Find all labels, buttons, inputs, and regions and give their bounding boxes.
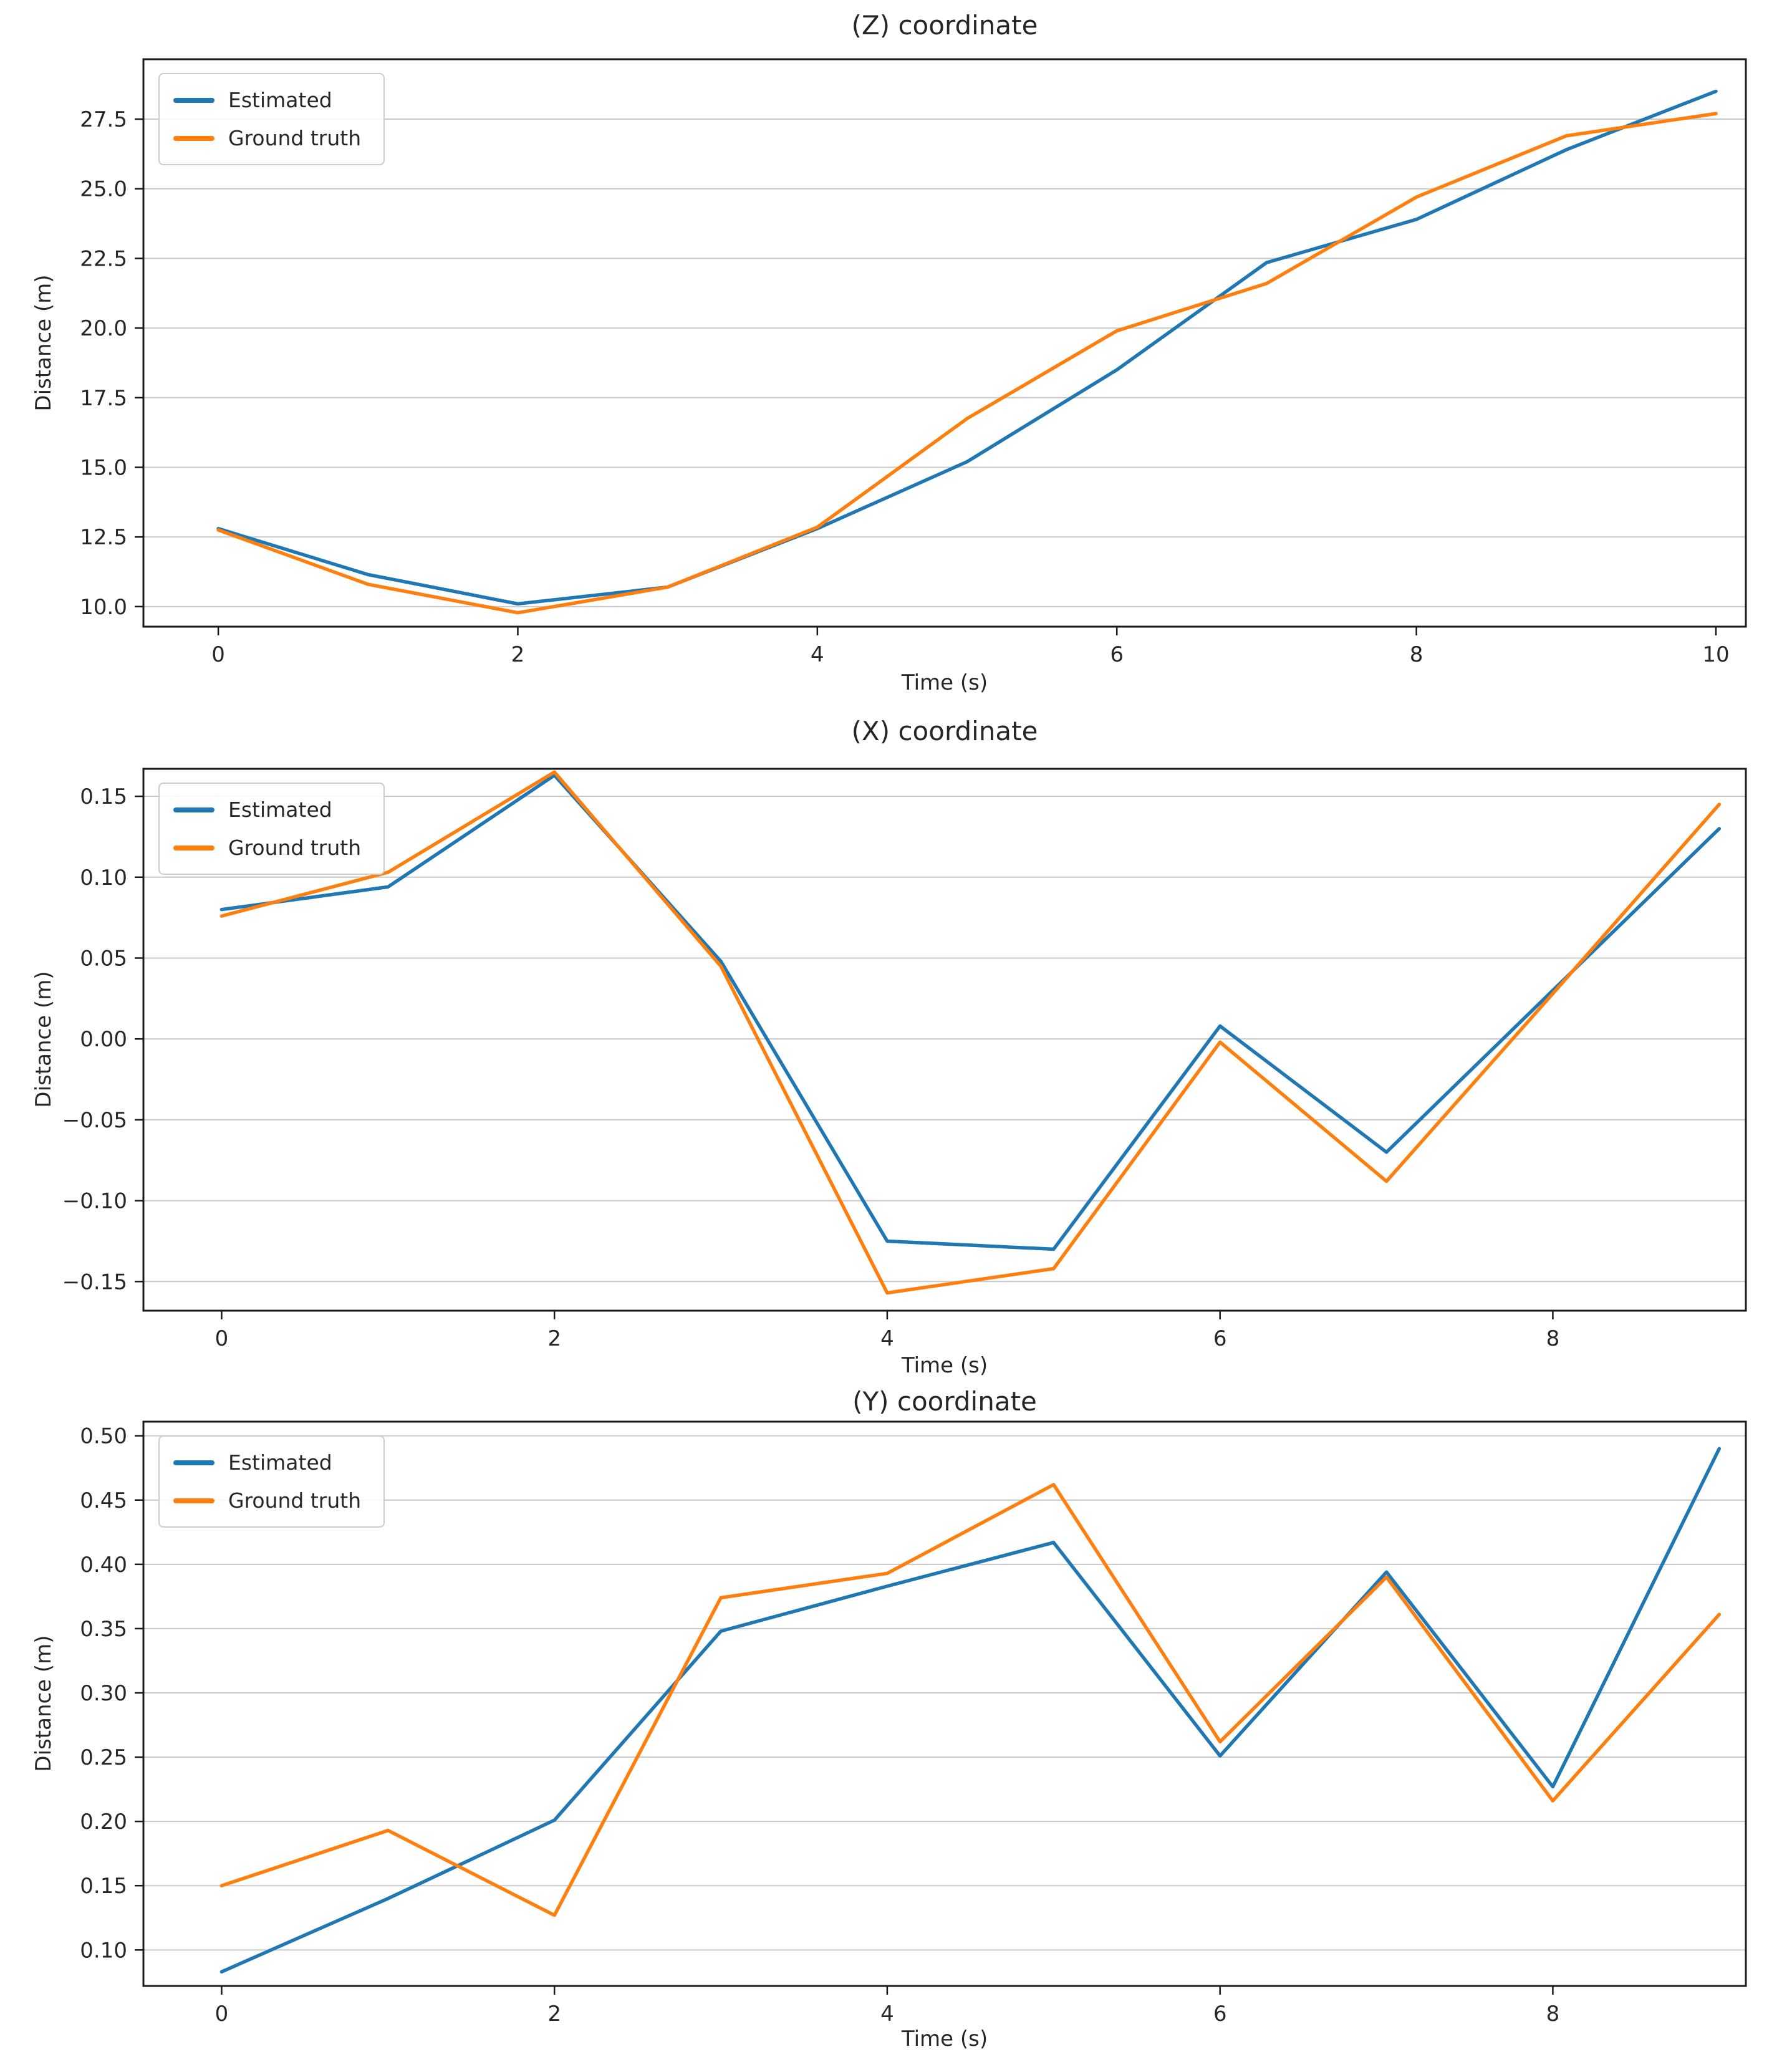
y-tick-label: 0.15 (80, 784, 127, 810)
x-axis-label: Time (s) (901, 670, 988, 695)
x-axis-label: Time (s) (901, 1353, 988, 1378)
legend-line-swatch-ground-truth (173, 846, 214, 850)
x-tick-label: 4 (880, 1326, 894, 1351)
legend-label: Estimated (228, 1450, 332, 1475)
legend-entry-estimated (173, 1450, 361, 1475)
x-tick-label: 4 (880, 2002, 894, 2026)
legend (158, 783, 385, 875)
x-tick-label: 2 (547, 1326, 561, 1351)
legend-line-swatch-ground-truth (173, 1498, 214, 1503)
y-tick-label: 0.10 (80, 865, 127, 890)
y-tick-label: 0.25 (80, 1745, 127, 1771)
y-tick-label: 0.50 (80, 1424, 127, 1449)
x-tick-label: 8 (1409, 642, 1423, 667)
y-tick-label: 27.5 (80, 107, 127, 133)
y-tick-label: 0.00 (80, 1027, 127, 1053)
legend-entry-ground-truth (173, 126, 361, 150)
series-line-ground-truth (221, 772, 1719, 1293)
legend-line-swatch-estimated (173, 98, 214, 103)
y-tick-label: 20.0 (80, 316, 127, 342)
x-tick-label: 0 (214, 2002, 229, 2026)
legend-label: Estimated (228, 797, 332, 822)
legend-entry-ground-truth (173, 836, 361, 860)
x-tick-label: 2 (511, 642, 525, 667)
x-tick-label: 0 (214, 1326, 229, 1351)
y-tick-label: 10.0 (80, 594, 127, 620)
x-tick-label: 8 (1546, 1326, 1560, 1351)
legend-label: Ground truth (228, 1488, 362, 1513)
chart-y-coordinate (0, 1381, 1792, 2072)
chart-x-coordinate (0, 695, 1792, 1381)
chart-z-coordinate (0, 0, 1792, 695)
series-line-estimated (221, 775, 1719, 1249)
x-tick-label: 2 (547, 2002, 561, 2026)
chart-title: (Y) coordinate (852, 1386, 1037, 1417)
y-tick-label: 0.15 (80, 1874, 127, 1899)
legend-entry-estimated (173, 797, 361, 822)
y-axis-label: Distance (m) (31, 971, 56, 1108)
legend-line-swatch-ground-truth (173, 136, 214, 141)
legend-entry-ground-truth (173, 1488, 361, 1513)
x-tick-label: 6 (1110, 642, 1124, 667)
y-tick-label: 15.0 (80, 455, 127, 481)
chart-title: (Z) coordinate (851, 10, 1038, 41)
x-tick-label: 6 (1213, 1326, 1227, 1351)
legend (158, 1435, 385, 1528)
y-axis-label: Distance (m) (31, 1635, 56, 1772)
y-tick-label: 22.5 (80, 246, 127, 272)
x-tick-label: 6 (1213, 2002, 1227, 2026)
y-axis-label: Distance (m) (31, 274, 56, 412)
x-tick-label: 8 (1546, 2002, 1560, 2026)
legend-entry-estimated (173, 88, 361, 112)
y-tick-label: 25.0 (80, 176, 127, 202)
y-tick-label: −0.15 (62, 1270, 127, 1295)
legend-line-swatch-estimated (173, 1460, 214, 1465)
legend-line-swatch-estimated (173, 807, 214, 812)
y-tick-label: 0.10 (80, 1938, 127, 1964)
y-tick-label: 0.45 (80, 1488, 127, 1513)
x-axis-label: Time (s) (901, 2026, 988, 2051)
y-tick-label: 0.35 (80, 1616, 127, 1642)
y-tick-label: 12.5 (80, 525, 127, 551)
y-tick-label: 0.20 (80, 1809, 127, 1835)
series-line-ground-truth (221, 1485, 1719, 1915)
y-tick-label: 0.05 (80, 946, 127, 971)
y-tick-label: 17.5 (80, 385, 127, 411)
y-tick-label: −0.05 (62, 1107, 127, 1133)
x-tick-label: 4 (811, 642, 824, 667)
legend-label: Ground truth (228, 836, 362, 860)
x-tick-label: 0 (211, 642, 225, 667)
y-tick-label: 0.40 (80, 1552, 127, 1578)
legend-label: Ground truth (228, 126, 362, 150)
y-tick-label: 0.30 (80, 1680, 127, 1706)
legend-label: Estimated (228, 88, 332, 112)
legend (158, 73, 385, 165)
x-tick-label: 10 (1702, 642, 1730, 667)
y-tick-label: −0.10 (62, 1188, 127, 1214)
chart-title: (X) coordinate (851, 716, 1038, 746)
